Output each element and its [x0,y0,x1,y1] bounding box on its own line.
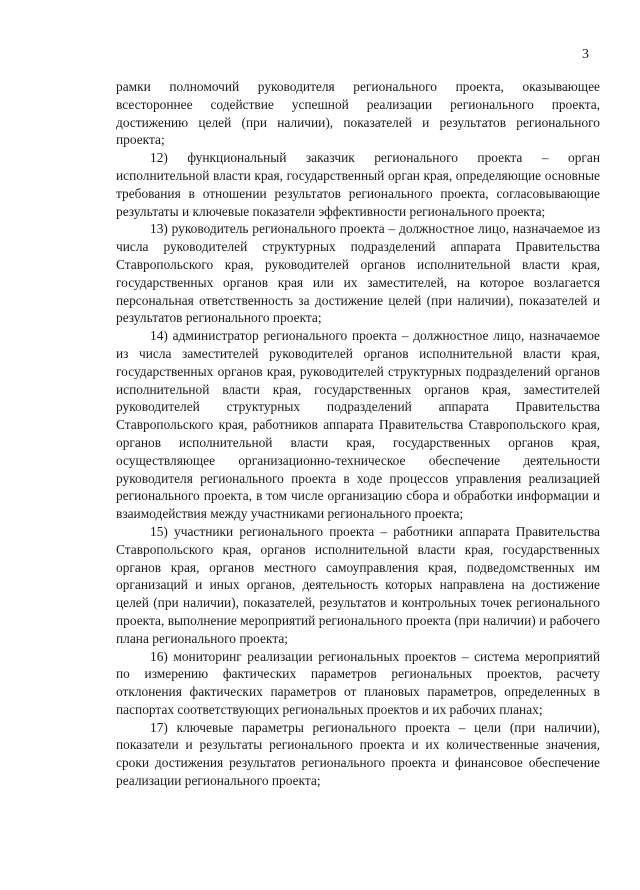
paragraph-item-17: 17) ключевые параметры регионального проекта – цели (при наличии), показатели и результаты регионального проекта и их количественные значения, сроки достижения результатов регионального проекта и финансовое обеспечение реализации регионального проекта; [116,719,600,789]
paragraph-item-14: 14) администратор регионального проекта – должностное лицо, назначаемое из числа заместителей руководителей органов исполнительной власти края, государственных органов края, руководителей структурных подразделений органов исполнительной власти края, государственных органов края, заместителей руководителей структурных подразделений аппарата Правительства Ставропольского края, работников аппарата Правительства Ставропольского края, органов исполнительной власти края, государственных органов края, осуществляющее организационно-техническое обеспечение деятельности руководителя регионального проекта в ходе процессов управления реализацией регионального проекта, в том числе организацию сбора и обработки информации и взаимодействия между участниками регионального проекта; [116,328,600,522]
page-number: 3 [582,47,589,62]
paragraph-continuation: рамки полномочий руководителя регионального проекта, оказывающее всестороннее содействие успешной реализации регионального проекта, достижению целей (при наличии), показателей и результатов регионального проекта; [116,79,600,148]
paragraph-item-15: 15) участники регионального проекта – работники аппарата Правительства Ставропольского края, органов исполнительной власти края, государственных органов края, органов местного самоуправления края, подведомственных им организаций и иных органов, деятельность которых направлена на достижение целей (при наличии), показателей, результатов и контрольных точек регионального проекта, выполнение мероприятий регионального проекта (при наличии) и рабочего плана регионального проекта; [116,523,600,646]
paragraph-item-13: 13) руководитель регионального проекта – должностное лицо, назначаемое из числа руководителей структурных подразделений аппарата Правительства Ставропольского края, руководителей органов исполнительной власти края, государственных органов края или их заместителей, на которое возлагается персональная ответственность за достижение целей (при наличии), показателей и результатов регионального проекта; [116,221,600,326]
document-body [116,78,600,790]
paragraph-item-12: 12) функциональный заказчик регионального проекта – орган исполнительной власти края, государственный орган края, определяющие основные требования в отношении результатов регионального проекта, согласовывающие результаты и ключевые показатели эффективности регионального проекта; [116,150,600,219]
paragraph-item-16: 16) мониторинг реализации региональных проектов – система мероприятий по измерению фактических параметров региональных проектов, расчету отклонения фактических параметров от плановых параметров, определенных в паспортах соответствующих региональных проектов и их рабочих планах; [116,648,600,717]
